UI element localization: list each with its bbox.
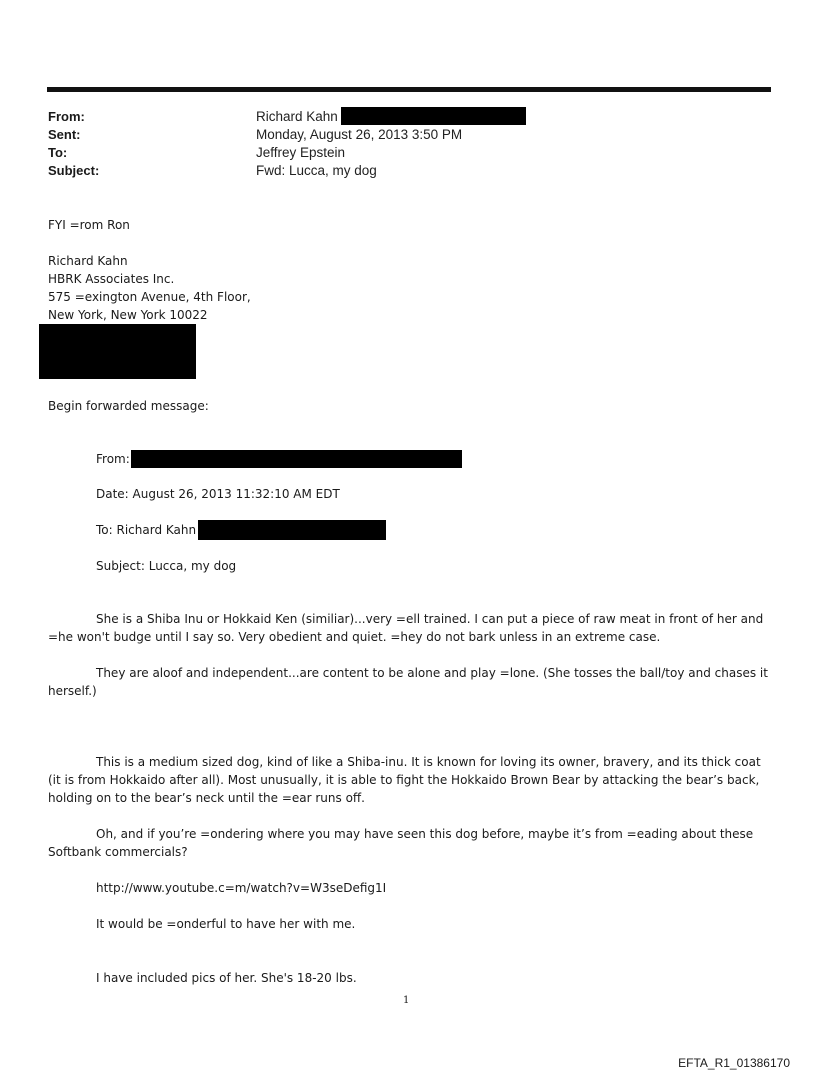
message-paragraph: It would be =onderful to have her with me. xyxy=(96,917,356,931)
to-label: To: xyxy=(48,145,68,160)
header-rule xyxy=(47,87,771,92)
sent-label: Sent: xyxy=(48,127,81,142)
message-paragraph: This is a medium sized dog, kind of like a Shiba-inu. It is known for loving its owner, bravery, and its thick coat (it is from Hokkaido after all). Most unusually, it is able to fight the Hokkaido Brown Bear by attacking the bear’s back, holding on to the bear’s neck until the =ear runs off. xyxy=(48,755,761,805)
signature-line: HBRK Associates Inc. xyxy=(48,272,175,286)
youtube-link[interactable]: http://www.youtube.c=m/watch?v=W3seDefig1I xyxy=(96,881,387,895)
redaction-fwd-from xyxy=(131,450,462,468)
from-value: Richard Kahn xyxy=(256,109,338,124)
subject-label: Subject: xyxy=(48,163,100,178)
redaction-signature xyxy=(39,324,196,379)
to-value: Jeffrey Epstein xyxy=(256,145,346,160)
fwd-to: To: Richard Kahn xyxy=(96,523,197,537)
fwd-from-label: From: xyxy=(96,452,130,466)
fwd-subject: Subject: Lucca, my dog xyxy=(96,559,237,573)
message-paragraph: She is a Shiba Inu or Hokkaid Ken (similiar)...very =ell trained. I can put a piece of raw meat in front of her and =he won't budge until I say so. Very obedient and quiet. =hey do not bark unless in an extreme case. xyxy=(48,612,764,644)
fwd-date: Date: August 26, 2013 11:32:10 AM EDT xyxy=(96,487,340,501)
redaction-fwd-to xyxy=(198,520,386,540)
document-id: EFTA_R1_01386170 xyxy=(678,1056,790,1070)
message-paragraph: They are aloof and independent...are content to be alone and play =lone. (She tosses the ball/toy and chases it herself.) xyxy=(48,666,768,698)
message-paragraph: Oh, and if you’re =ondering where you may have seen this dog before, maybe it’s from =eading about these Softbank commercials? xyxy=(48,827,754,859)
redaction-from-email xyxy=(341,107,526,125)
signature-line: 575 =exington Avenue, 4th Floor, xyxy=(48,290,251,304)
begin-forwarded: Begin forwarded message: xyxy=(48,399,209,413)
message-paragraph: I have included pics of her. She's 18-20 lbs. xyxy=(96,971,357,985)
from-label: From: xyxy=(48,109,85,124)
page-number: 1 xyxy=(403,995,410,1006)
subject-value: Fwd: Lucca, my dog xyxy=(256,163,377,178)
sent-value: Monday, August 26, 2013 3:50 PM xyxy=(256,127,463,142)
signature-line: New York, New York 10022 xyxy=(48,308,208,322)
fyi-line: FYI =rom Ron xyxy=(48,218,130,232)
signature-line: Richard Kahn xyxy=(48,254,128,268)
